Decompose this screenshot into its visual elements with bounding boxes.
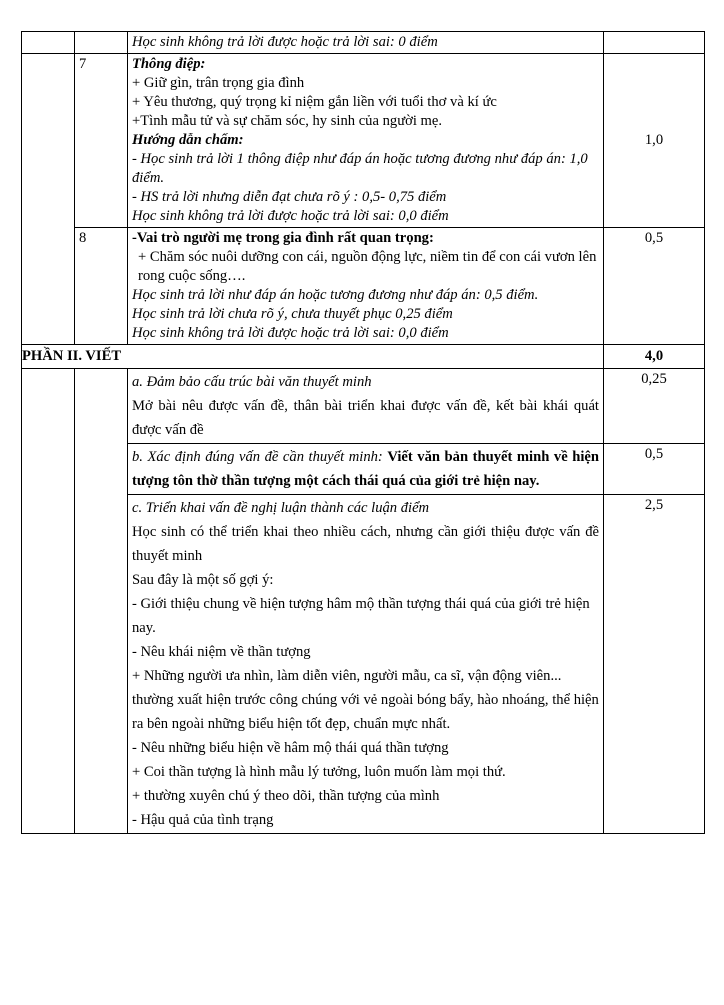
answer-point: + Giữ gìn, trân trọng gia đình — [132, 75, 305, 91]
score-value: 1,0 — [604, 54, 705, 228]
criteria-title: c. Triển khai vấn đề nghị luận thành các luận điểm — [132, 500, 430, 516]
criteria-topic: Viết văn bản thuyết minh về hiện tượng tôn thờ thần tượng một cách thái quá của giới trẻ hiện nay. — [132, 449, 599, 489]
section-cell — [22, 32, 75, 54]
criteria-title: b. Xác định đúng vấn đề cần thuyết minh: — [132, 449, 388, 465]
guide-line: Học sinh không trả lời được hoặc trả lời sai: 0,0 điểm — [132, 325, 449, 341]
score-cell — [604, 32, 705, 54]
score-value: 0,5 — [604, 444, 705, 495]
section-title: PHẦN II. VIẾT — [22, 345, 604, 369]
section-cell — [22, 369, 75, 834]
answer-heading: -Vai trò người mẹ trong gia đình rất quan trọng: — [132, 230, 434, 246]
criteria-line: + Những người ưa nhìn, làm diễn viên, người mẫu, ca sĩ, vận động viên... thường xuất hiện trước công chúng với vẻ ngoài bóng bẩy, hào nhoáng, thể hiện ra bên ngoài những biểu hiện tốt đẹp, chuẩn mực nhất. — [132, 668, 599, 732]
section-score: 4,0 — [604, 345, 705, 369]
answer-cell — [128, 228, 604, 345]
criteria-line: + thường xuyên chú ý theo dõi, thần tượng của mình — [132, 788, 440, 804]
table-row-question-7 — [22, 54, 705, 228]
score-value: 0,25 — [604, 369, 705, 444]
guide-line: Học sinh không trả lời được hoặc trả lời sai: 0,0 điểm — [132, 208, 449, 224]
answer-heading: Thông điệp: — [132, 56, 206, 72]
grading-table — [21, 31, 705, 834]
guide-line: - HS trả lời nhưng diễn đạt chưa rõ ý : 0,5- 0,75 điểm — [132, 189, 447, 205]
answer-point: +Tình mẫu tử và sự chăm sóc, hy sinh của người mẹ. — [132, 113, 443, 129]
criteria-text: Học sinh không trả lời được hoặc trả lời sai: 0 điểm — [128, 32, 604, 54]
criteria-line: Học sinh có thể triển khai theo nhiều cách, nhưng cần giới thiệu được vấn đề thuyết minh — [132, 524, 599, 564]
score-value: 0,5 — [604, 228, 705, 345]
criteria-cell — [128, 369, 604, 444]
question-number: 7 — [75, 54, 128, 228]
answer-point: + Yêu thương, quý trọng kỉ niệm gắn liền với tuổi thơ và kí ức — [132, 94, 497, 110]
criteria-line: Sau đây là một số gợi ý: — [132, 572, 274, 588]
question-number-cell — [75, 32, 128, 54]
guide-heading: Hướng dẫn chấm: — [132, 132, 244, 148]
question-number: 8 — [75, 228, 128, 345]
table-row-item-a — [22, 369, 705, 444]
criteria-cell — [128, 495, 604, 834]
table-row — [22, 32, 705, 54]
guide-line: - Học sinh trả lời 1 thông điệp như đáp án hoặc tương đương như đáp án: 1,0 điểm. — [132, 151, 588, 186]
section-cell — [22, 54, 75, 345]
section-header-row — [22, 345, 705, 369]
score-value: 2,5 — [604, 495, 705, 834]
question-number-cell — [75, 369, 128, 834]
criteria-body: Mở bài nêu được vấn đề, thân bài triển khai được vấn đề, kết bài khái quát được vấn đề — [132, 398, 599, 438]
criteria-line: - Hậu quả của tình trạng — [132, 812, 274, 828]
criteria-cell — [128, 444, 604, 495]
guide-line: Học sinh trả lời chưa rõ ý, chưa thuyết phục 0,25 điểm — [132, 306, 453, 322]
criteria-line: + Coi thần tượng là hình mẫu lý tưởng, luôn muốn làm mọi thứ. — [132, 764, 506, 780]
criteria-line: - Nêu những biểu hiện về hâm mộ thái quá thần tượng — [132, 740, 449, 756]
answer-cell — [128, 54, 604, 228]
criteria-line: - Nêu khái niệm về thần tượng — [132, 644, 311, 660]
criteria-title: a. Đảm bảo cấu trúc bài văn thuyết minh — [132, 374, 372, 390]
criteria-line: - Giới thiệu chung về hiện tượng hâm mộ thần tượng thái quá của giới trẻ hiện nay. — [132, 596, 590, 636]
answer-point: + Chăm sóc nuôi dưỡng con cái, nguồn động lực, niềm tin để con cái vươn lên rong cuộc sống…. — [138, 249, 597, 284]
guide-line: Học sinh trả lời như đáp án hoặc tương đương như đáp án: 0,5 điểm. — [132, 287, 539, 303]
table-row-question-8 — [22, 228, 705, 345]
